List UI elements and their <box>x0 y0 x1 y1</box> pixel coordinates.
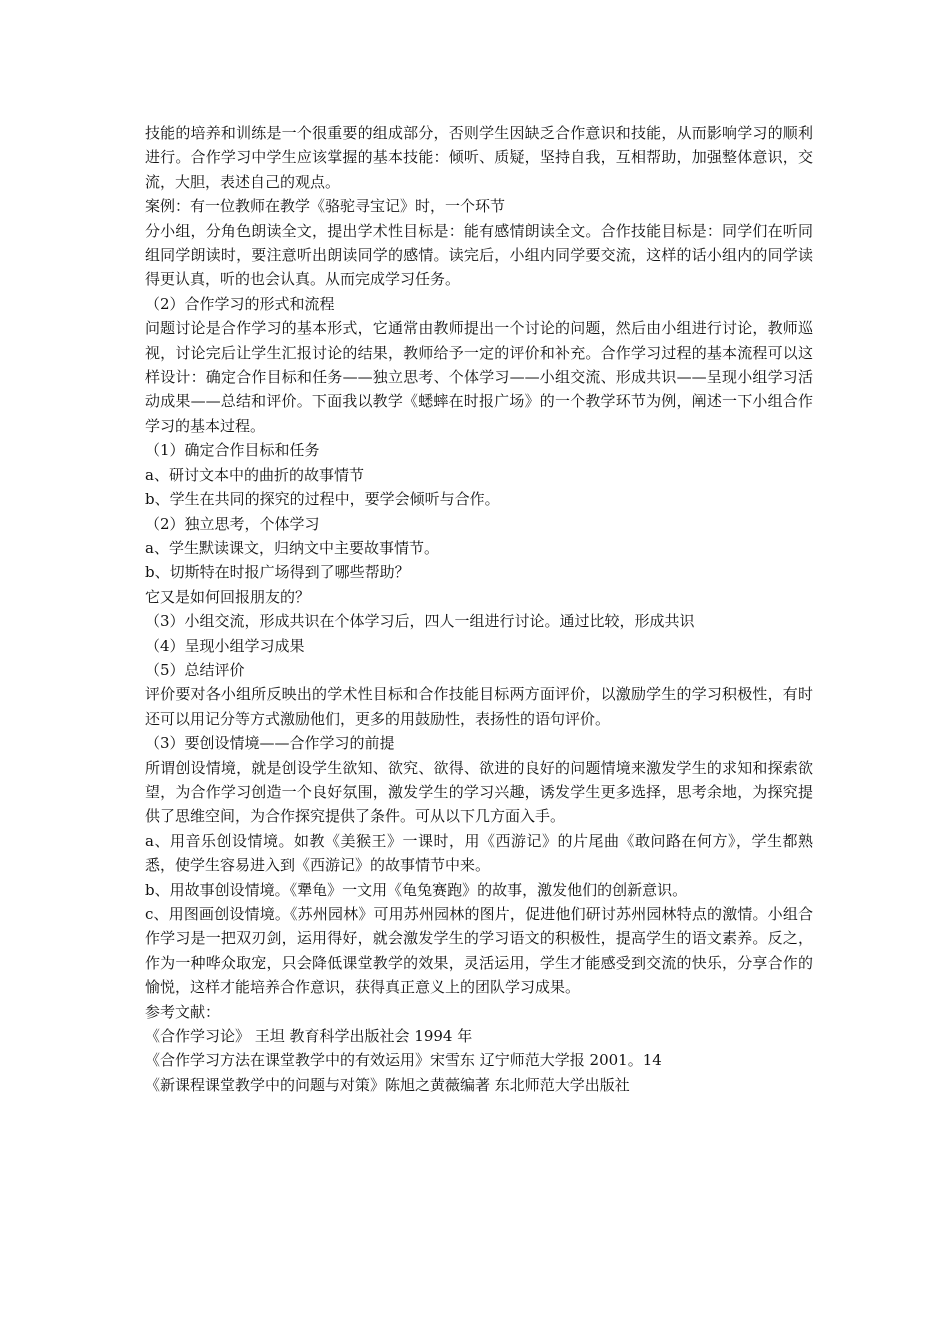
paragraph-evaluation: 评价要对各小组所反映出的学术性目标和合作技能目标两方面评价，以激励学生的学习积极性，有时还可以用记分等方式激励他们，更多的用鼓励性，表扬性的语句评价。 <box>145 685 813 728</box>
step-heading-exchange: （3）小组交流，形成共识在个体学习后，四人一组进行讨论。通过比较，形成共识 <box>145 612 695 631</box>
list-item-picture: c、用图画创设情境。《苏州园林》可用苏州园林的图片，促进他们研讨苏州园林特点的激情。小组合作学习是一把双刃剑，运用得好，就会激发学生的学习语文的积极性，提高学生的语文素养。反之，作为一种哗众取宠，只会降低课堂教学的效果，灵活运用，学生才能感受到交流的快乐，分享合作的愉悦，这样才能培养合作意识，获得真正意义上的团队学习成果。 <box>145 905 813 997</box>
list-item-independent-b: b、切斯特在时报广场得到了哪些帮助？ <box>145 563 410 582</box>
references-heading: 参考文献： <box>145 1002 221 1021</box>
reference-item-2: 《合作学习方法在课堂教学中的有效运用》宋雪东 辽宁师范大学报 2001。14 <box>145 1051 662 1070</box>
list-item-independent-a: a、学生默读课文，归纳文中主要故事情节。 <box>145 538 439 557</box>
paragraph-discussion-form: 问题讨论是合作学习的基本形式，它通常由教师提出一个讨论的问题，然后由小组进行讨论，教师巡视，讨论完后让学生汇报讨论的结果，教师给予一定的评价和补充。合作学习过程的基本流程可以这样设计：确定合作目标和任务——独立思考、个体学习——小组交流、形成共识——呈现小组学习活动成果——总结和评价。下面我以教学《蟋蟀在时报广场》的一个教学环节为例，阐述一下小组合作学习的基本过程。 <box>145 319 813 435</box>
reference-item-3: 《新课程课堂教学中的问题与对策》陈旭之黄薇编著 东北师范大学出版社 <box>145 1075 630 1094</box>
section-heading-form-and-process: （2）合作学习的形式和流程 <box>145 294 335 313</box>
paragraph-situation: 所谓创设情境，就是创设学生欲知、欲究、欲得、欲进的良好的问题情境来激发学生的求知和探索欲望，为合作学习创造一个良好氛围，激发学生的学习兴趣，诱发学生更多选择，思考余地，为探究提供了思维空间，为合作探究提供了条件。可从以下几方面入手。 <box>145 758 813 826</box>
list-item-story: b、用故事创设情境。《犟龟》一文用《龟兔赛跑》的故事，激发他们的创新意识。 <box>145 880 688 899</box>
paragraph-skills: 技能的培养和训练是一个很重要的组成部分，否则学生因缺乏合作意识和技能，从而影响学习的顺利进行。合作学习中学生应该掌握的基本技能：倾听、质疑，坚持自我，互相帮助，加强整体意识，交流，大胆，表述自己的观点。 <box>145 124 813 191</box>
list-item-goal-a: a、研讨文本中的曲折的故事情节 <box>145 465 364 484</box>
reference-item-1: 《合作学习论》 王坦 教育科学出版社会 1994 年 <box>145 1027 473 1046</box>
paragraph-case-detail: 分小组，分角色朗读全文，提出学术性目标是：能有感情朗读全文。合作技能目标是：同学们在听同组同学朗读时，要注意听出朗读同学的感情。读完后，小组内同学要交流，这样的话小组内的同学读得更认真，听的也会认真。从而完成学习任务。 <box>145 221 813 289</box>
step-heading-evaluate: （5）总结评价 <box>145 660 245 679</box>
section-heading-situation: （3）要创设情境——合作学习的前提 <box>145 734 395 753</box>
list-item-goal-b: b、学生在共同的探究的过程中，要学会倾听与合作。 <box>145 490 500 509</box>
list-item-music: a、用音乐创设情境。如教《美猴王》一课时，用《西游记》的片尾曲《敢问路在何方》，学生都熟悉，使学生容易进入到《西游记》的故事情节中来。 <box>145 831 813 875</box>
document-body <box>145 121 813 1097</box>
list-item-independent-b-cont: 它又是如何回报朋友的？ <box>145 587 311 606</box>
step-heading-present: （4）呈现小组学习成果 <box>145 636 305 655</box>
step-heading-independent: （2）独立思考，个体学习 <box>145 514 320 533</box>
step-heading-goals: （1）确定合作目标和任务 <box>145 441 320 460</box>
paragraph-case-intro: 案例：有一位教师在教学《骆驼寻宝记》时，一个环节 <box>145 197 506 216</box>
